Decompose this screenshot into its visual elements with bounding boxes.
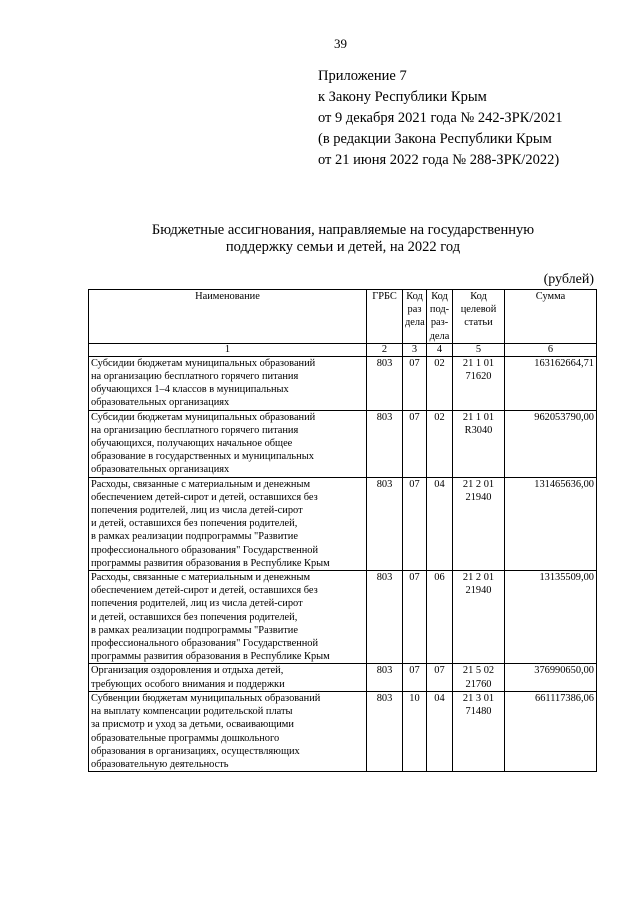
table-row xyxy=(89,691,597,771)
header-target: Код целевой статьи xyxy=(453,290,505,344)
appendix-line: к Закону Республики Крым xyxy=(318,89,487,105)
row-name-line: образовательную деятельность xyxy=(91,758,229,770)
row-podrazdel: 04 xyxy=(427,691,453,771)
page-number: 39 xyxy=(334,36,347,51)
row-target-code xyxy=(453,477,505,570)
row-name xyxy=(89,477,367,570)
row-target-code-line: 71620 xyxy=(465,371,492,383)
row-amount: 131465636,00 xyxy=(505,477,597,570)
row-name-line: Субсидии бюджетам муниципальных образований xyxy=(91,411,316,423)
row-name-line: Расходы, связанные с материальным и денежным xyxy=(91,572,311,584)
row-name-line: за присмотр и уход за детьми, осваивающими xyxy=(91,719,294,731)
row-razdel: 07 xyxy=(403,664,427,691)
row-razdel: 07 xyxy=(403,477,427,570)
row-name-line: и детей, оставшихся без попечения родителей, xyxy=(91,611,298,623)
column-number: 2 xyxy=(367,343,403,356)
header-podrazdel: Код под- раз- дела xyxy=(427,290,453,344)
row-name-line: требующих особого внимания и поддержки xyxy=(91,678,285,690)
row-amount: 163162664,71 xyxy=(505,356,597,410)
row-name-line: образовательных организациях xyxy=(91,464,230,476)
row-podrazdel: 02 xyxy=(427,410,453,477)
row-target-code-line: 21940 xyxy=(465,585,492,597)
row-name xyxy=(89,410,367,477)
table-row xyxy=(89,571,597,664)
row-grbs: 803 xyxy=(367,356,403,410)
row-name-line: обеспечением детей-сирот и детей, оставшихся без xyxy=(91,491,318,503)
row-name-line: Расходы, связанные с материальным и денежным xyxy=(91,478,311,490)
row-amount: 962053790,00 xyxy=(505,410,597,477)
row-name xyxy=(89,356,367,410)
row-name-line: Субвенции бюджетам муниципальных образований xyxy=(91,692,321,704)
row-target-code-line: 21 2 01 xyxy=(462,572,495,584)
appendix-line: от 21 июня 2022 года № 288-ЗРК/2022) xyxy=(318,152,560,168)
row-name-line: на выплату компенсации родительской платы xyxy=(91,706,293,718)
appendix-line: Приложение 7 xyxy=(318,68,407,84)
table-row xyxy=(89,410,597,477)
row-name xyxy=(89,691,367,771)
appendix-line: от 9 декабря 2021 года № 242-ЗРК/2021 xyxy=(318,110,563,126)
units-label: (рублей) xyxy=(543,272,594,287)
document-title-line: поддержку семьи и детей, на 2022 год xyxy=(225,239,461,255)
row-target-code-line: 21940 xyxy=(465,491,492,503)
row-amount: 13135509,00 xyxy=(505,571,597,664)
row-name xyxy=(89,664,367,691)
column-number: 6 xyxy=(505,343,597,356)
row-target-code-line: 21 1 01 xyxy=(462,357,495,369)
table-row xyxy=(89,356,597,410)
row-razdel: 10 xyxy=(403,691,427,771)
row-name-line: в рамках реализации подпрограммы "Развитие xyxy=(91,531,298,543)
row-target-code xyxy=(453,664,505,691)
row-name-line: образование в государственных и муниципальных xyxy=(91,451,314,463)
row-name-line: образовательные программы дошкольного xyxy=(91,732,280,744)
appendix-line: (в редакции Закона Республики Крым xyxy=(318,131,552,147)
row-name-line: в рамках реализации подпрограммы "Развитие xyxy=(91,624,298,636)
row-name-line: программы развития образования в Республике Крым xyxy=(91,557,330,569)
row-name-line: профессионального образования" Государственной xyxy=(91,638,319,650)
row-name-line: программы развития образования в Республике Крым xyxy=(91,651,330,663)
table-header-row xyxy=(89,290,597,344)
row-target-code xyxy=(453,691,505,771)
table-row xyxy=(89,477,597,570)
row-target-code xyxy=(453,571,505,664)
header-razdel: Код раз дела xyxy=(403,290,427,344)
row-podrazdel: 02 xyxy=(427,356,453,410)
row-name-line: образования в организациях, осуществляющих xyxy=(91,745,300,757)
document-title-line: Бюджетные ассигнования, направляемые на государственную xyxy=(151,222,535,238)
row-grbs: 803 xyxy=(367,571,403,664)
row-name-line: Организация оздоровления и отдыха детей, xyxy=(91,665,284,677)
row-target-code-line: 21 5 02 xyxy=(462,665,495,677)
row-name-line: Субсидии бюджетам муниципальных образований xyxy=(91,357,316,369)
column-number: 3 xyxy=(403,343,427,356)
header-grbs: ГРБС xyxy=(367,290,403,344)
row-podrazdel: 07 xyxy=(427,664,453,691)
appendix-block xyxy=(318,66,562,171)
row-name-line: обеспечением детей-сирот и детей, оставшихся без xyxy=(91,585,318,597)
row-razdel: 07 xyxy=(403,410,427,477)
row-target-code-line: 71480 xyxy=(465,706,492,718)
row-target-code-line: 21 1 01 xyxy=(462,411,495,423)
row-amount: 376990650,00 xyxy=(505,664,597,691)
row-name-line: попечения родителей, лиц из числа детей-сирот xyxy=(91,598,303,610)
row-amount: 661117386,06 xyxy=(505,691,597,771)
column-number: 1 xyxy=(89,343,367,356)
column-number: 5 xyxy=(453,343,505,356)
budget-table xyxy=(88,289,597,772)
row-target-code xyxy=(453,356,505,410)
column-number: 4 xyxy=(427,343,453,356)
row-name-line: на организацию бесплатного горячего питания xyxy=(91,371,299,383)
row-name-line: профессионального образования" Государственной xyxy=(91,544,319,556)
row-grbs: 803 xyxy=(367,410,403,477)
header-name: Наименование xyxy=(89,290,367,344)
row-podrazdel: 04 xyxy=(427,477,453,570)
row-name-line: и детей, оставшихся без попечения родителей, xyxy=(91,518,298,530)
row-target-code xyxy=(453,410,505,477)
row-name-line: на организацию бесплатного горячего питания xyxy=(91,424,299,436)
row-podrazdel: 06 xyxy=(427,571,453,664)
row-grbs: 803 xyxy=(367,691,403,771)
row-name-line: обучающихся 1–4 классов в муниципальных xyxy=(91,384,289,396)
row-name-line: попечения родителей, лиц из числа детей-сирот xyxy=(91,505,303,517)
document-title xyxy=(90,222,596,256)
row-target-code-line: 21 2 01 xyxy=(462,478,495,490)
column-number-row xyxy=(89,343,597,356)
header-amount: Сумма xyxy=(505,290,597,344)
row-razdel: 07 xyxy=(403,571,427,664)
row-target-code-line: 21 3 01 xyxy=(462,692,495,704)
row-razdel: 07 xyxy=(403,356,427,410)
row-target-code-line: 21760 xyxy=(465,678,492,690)
row-grbs: 803 xyxy=(367,477,403,570)
table-row xyxy=(89,664,597,691)
row-name-line: обучающихся, получающих начальное общее xyxy=(91,438,293,450)
row-name xyxy=(89,571,367,664)
row-name-line: образовательных организациях xyxy=(91,397,230,409)
row-grbs: 803 xyxy=(367,664,403,691)
row-target-code-line: R3040 xyxy=(464,424,493,436)
